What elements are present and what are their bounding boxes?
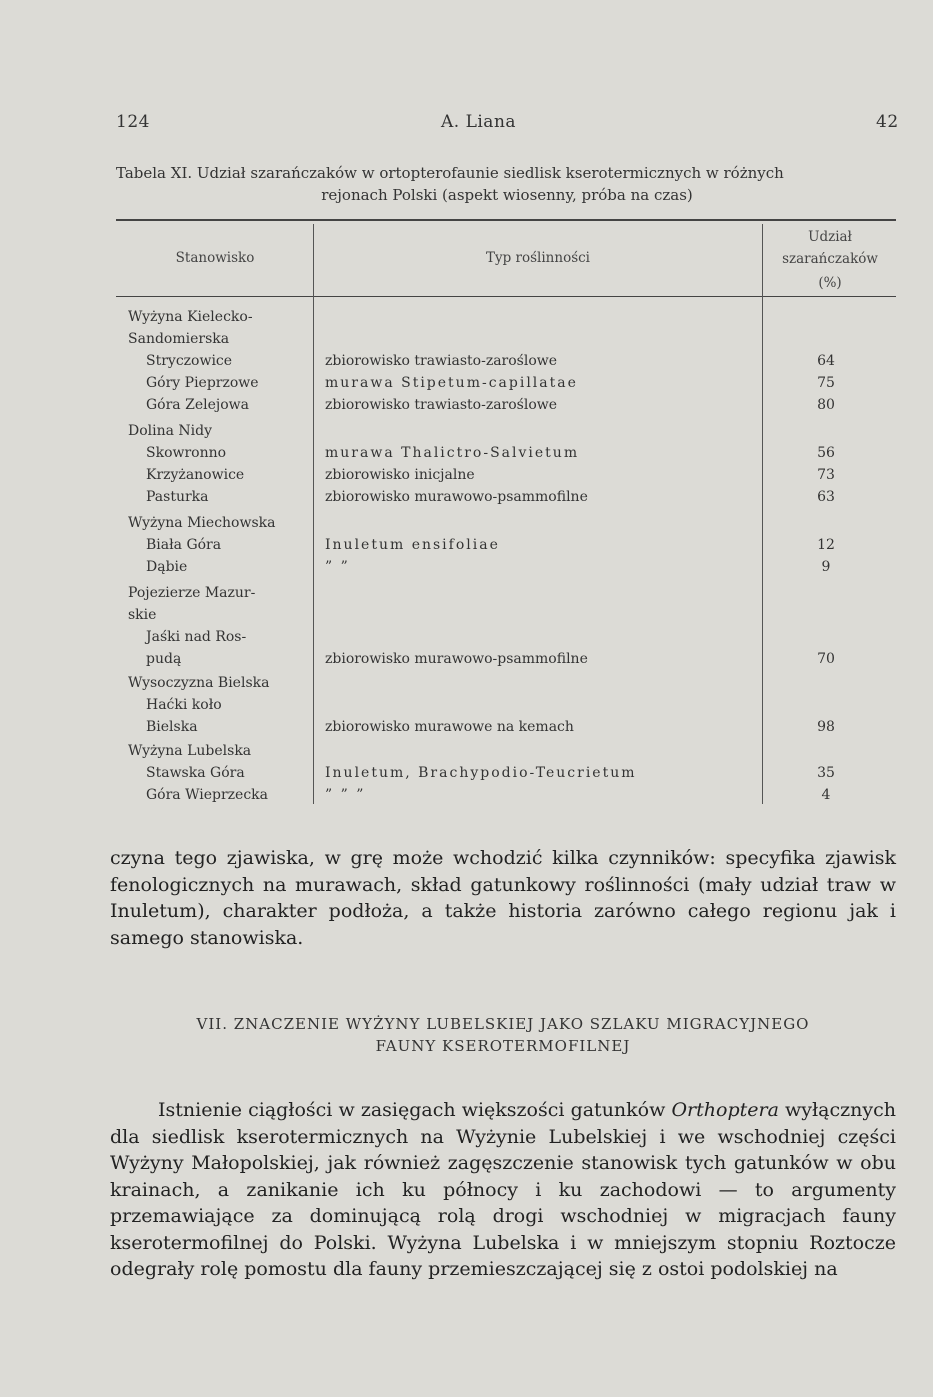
table-cell-station: skie [128, 607, 157, 623]
table-cell-station: Wyżyna Kielecko- [128, 309, 253, 325]
table-cell-station: Stryczowice [146, 353, 233, 369]
table-caption-line-1: Tabela XI. Udział szarańczaków w ortopterofaunie siedlisk kserotermicznych w różnych [116, 164, 784, 182]
paragraph-italic-taxon: Orthoptera [671, 1099, 779, 1121]
table-cell-station: Biała Góra [146, 537, 222, 553]
header-share-line-2: szarańczaków [782, 251, 878, 267]
table-cell-share: 63 [817, 489, 835, 505]
table-cell-share: 12 [817, 537, 835, 553]
running-author: A. Liana [441, 112, 517, 132]
table-cell-station: Wyżyna Miechowska [128, 515, 276, 531]
table-cell-vegetation: zbiorowisko trawiasto-zaroślowe [325, 397, 558, 413]
table-cell-station: Pojezierze Mazur- [128, 585, 256, 601]
table-caption [116, 162, 898, 206]
table-cell-station: Góra Zelejowa [146, 397, 249, 413]
page-number-right: 42 [876, 112, 899, 132]
header-share-line-1: Udział [808, 229, 852, 245]
table-cell-vegetation: zbiorowisko trawiasto-zaroślowe [325, 353, 558, 369]
section-heading-line-2: FAUNY KSEROTERMOFILNEJ [375, 1037, 631, 1055]
paragraph-part-1: Istnienie ciągłości w zasięgach większości gatunków [158, 1099, 672, 1121]
table-cell-share: 35 [817, 765, 835, 781]
header-share-line-3: (%) [818, 275, 842, 291]
table-cell-share: 56 [817, 445, 835, 461]
table-cell-vegetation: Inuletum ensifoliae [325, 537, 500, 553]
table-cell-share: 73 [817, 467, 835, 483]
table-cell-vegetation: Inuletum, Brachypodio-Teucrietum [325, 765, 637, 781]
table-cell-station: pudą [146, 651, 182, 667]
table-cell-vegetation: murawa Thalictro-Salvietum [325, 445, 580, 461]
table-cell-share: 98 [817, 719, 835, 735]
section-heading-line-1: VII. ZNACZENIE WYŻYNY LUBELSKIEJ JAKO SZLAKU MIGRACYJNEGO [196, 1015, 810, 1033]
table-cell-station: Bielska [146, 719, 198, 735]
table-cell-share: 64 [817, 353, 835, 369]
table-cell-station: Wysoczyzna Bielska [128, 675, 270, 691]
paragraph-part-2: wyłącznych dla siedlisk kserotermicznych na Wyżynie Lubelskiej i we wschodniej części Wyżyny Małopolskiej, jak również zagęszczenie stanowisk tych gatunków w obu krainach, a zanikanie ich ku północy i ku zachodowi — to argumenty przemawiające za dominującą rolą drogi wschodniej w migracjach fauny kserotermofilnej do Polski. Wyżyna Lubelska i w mniejszym stopniu Roztocze odegrały rolę pomostu dla fauny przemieszczającej się z ostoi podolskiej na [110, 1099, 897, 1280]
table-cell-station: Sandomierska [128, 331, 230, 347]
paragraph-section-vii [110, 1097, 896, 1283]
table-cell-share: 9 [821, 559, 831, 575]
table-cell-vegetation: ” ” ” [325, 787, 366, 803]
table-header-rule [116, 296, 896, 297]
table-cell-vegetation: zbiorowisko inicjalne [325, 467, 475, 483]
table-cell-vegetation: murawa Stipetum-capillatae [325, 375, 578, 391]
section-heading [110, 1013, 896, 1057]
table-cell-vegetation: zbiorowisko murawowo-psammofilne [325, 651, 588, 667]
table-cell-station: Dolina Nidy [128, 423, 213, 439]
header-vegetation: Typ roślinności [485, 250, 591, 266]
table-cell-station: Pasturka [146, 489, 209, 505]
column-divider-1 [313, 224, 314, 804]
table-caption-line-2: rejonach Polski (aspekt wiosenny, próba na czas) [321, 186, 693, 204]
table-cell-station: Dąbie [146, 559, 188, 575]
column-divider-2 [762, 224, 763, 804]
table-cell-vegetation: zbiorowisko murawowe na kemach [325, 719, 574, 735]
table-top-rule [116, 219, 896, 221]
table-cell-share: 80 [817, 397, 835, 413]
table-cell-vegetation: ” ” [325, 559, 350, 575]
table-cell-station: Krzyżanowice [146, 467, 245, 483]
table-cell-station: Góry Pieprzowe [146, 375, 259, 391]
table-cell-station: Haćki koło [146, 697, 222, 713]
table-cell-station: Góra Wieprzecka [146, 787, 268, 803]
table-cell-vegetation: zbiorowisko murawowo-psammofilne [325, 489, 588, 505]
paragraph-continuation: czyna tego zjawiska, w grę może wchodzić kilka czynników: specyfika zjawisk fenologicznych na murawach, skład gatunkowy roślinności (mały udział traw w Inuletum), charakter podłoża, a także historia zarówno całego regionu jak i samego stanowiska. [110, 847, 896, 949]
table-cell-share: 75 [817, 375, 835, 391]
page-number-left: 124 [116, 112, 150, 132]
table-cell-share: 70 [817, 651, 835, 667]
table-cell-station: Wyżyna Lubelska [128, 743, 252, 759]
table-cell-station: Stawska Góra [146, 765, 245, 781]
table-cell-station: Skowronno [146, 445, 227, 461]
header-station: Stanowisko [175, 250, 255, 266]
table-cell-station: Jaśki nad Ros- [146, 629, 247, 645]
table-cell-share: 4 [821, 787, 831, 803]
